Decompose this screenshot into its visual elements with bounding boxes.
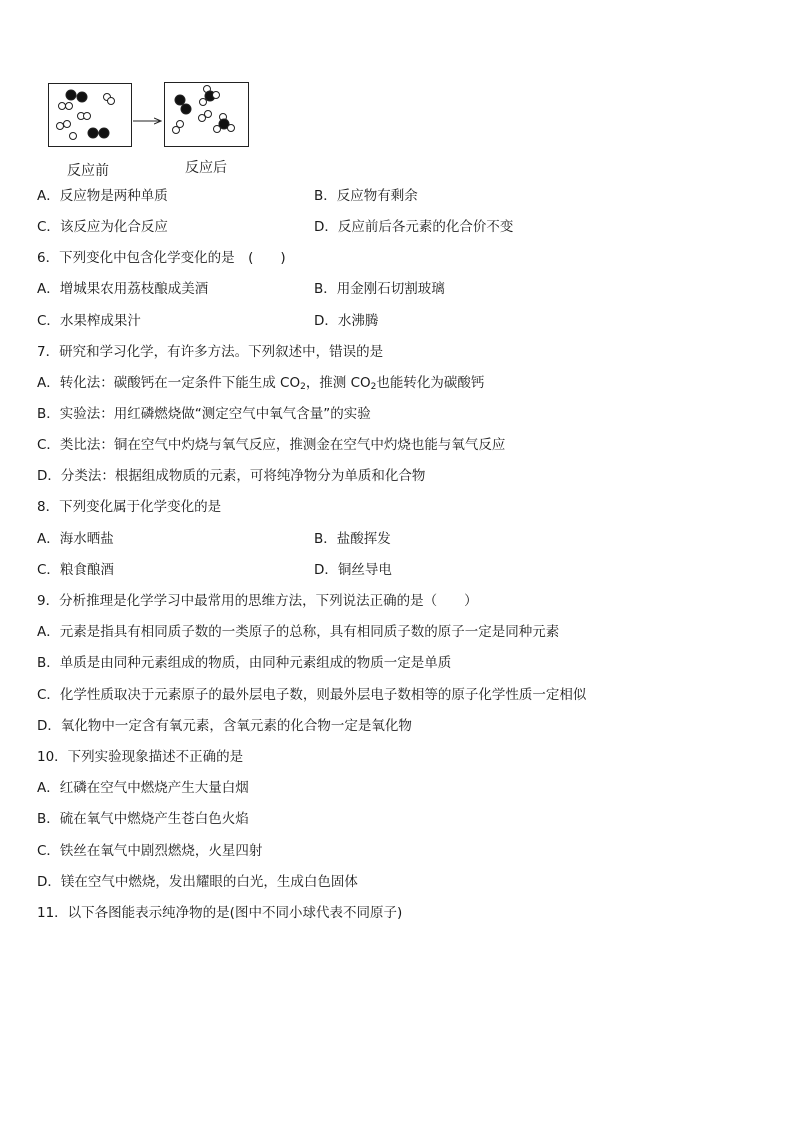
q7-option-a: A．转化法：碳酸钙在一定条件下能生成 $CO_2$，推测 $CO_2$也能转化为碳酸钙 (37, 375, 485, 392)
q6-stem: 6．下列变化中包含化学变化的是 ( ) (37, 250, 286, 266)
after-reaction-caption: 反应后 (185, 160, 227, 176)
q11-stem: 11．以下各图能表示纯净物的是(图中不同小球代表不同原子) (37, 905, 403, 921)
q6-option-b: B．用金刚石切割玻璃 (314, 281, 445, 297)
q10-option-a: A．红磷在空气中燃烧产生大量白烟 (37, 780, 249, 796)
q8-option-a: A．海水晒盐 (37, 531, 114, 547)
q5-option-a: A．反应物是两种单质 (37, 188, 168, 204)
q9-option-a: A．元素是指具有相同质子数的一类原子的总称，具有相同质子数的原子一定是同种元素 (37, 624, 560, 640)
q6-option-c: C．水果榨成果汁 (37, 313, 141, 329)
q8-stem: 8．下列变化属于化学变化的是 (37, 499, 222, 515)
q7-option-b: B．实验法：用红磷燃烧做“测定空气中氧气含量”的实验 (37, 406, 371, 422)
q8-option-c: C．粮食酿酒 (37, 562, 114, 578)
q6-option-d: D．水沸腾 (314, 313, 379, 329)
q5-option-b: B．反应物有剩余 (314, 188, 418, 204)
q10-option-c: C．铁丝在氧气中剧烈燃烧，火星四射 (37, 843, 263, 859)
q9-option-c: C．化学性质取决于元素原子的最外层电子数，则最外层电子数相等的原子化学性质一定相似 (37, 687, 587, 703)
after-molecules (173, 86, 235, 134)
q8-option-d: D．铜丝导电 (314, 562, 392, 578)
q7-option-c: C．类比法：铜在空气中灼烧与氧气反应，推测金在空气中灼烧也能与氧气反应 (37, 437, 506, 453)
q7-stem: 7．研究和学习化学，有许多方法。下列叙述中，错误的是 (37, 344, 384, 360)
q9-stem: 9．分析推理是化学学习中最常用的思维方法，下列说法正确的是（ ） (37, 593, 478, 609)
q8-option-b: B．盐酸挥发 (314, 531, 391, 547)
q10-option-d: D．镁在空气中燃烧，发出耀眼的白光，生成白色固体 (37, 874, 358, 890)
q9-option-d: D．氧化物中一定含有氧元素，含氧元素的化合物一定是氧化物 (37, 718, 412, 734)
before-reaction-caption: 反应前 (67, 163, 109, 179)
q7-option-d: D．分类法：根据组成物质的元素，可将纯净物分为单质和化合物 (37, 468, 426, 484)
before-molecules (57, 90, 115, 140)
q6-option-a: A．增城果农用荔枝酿成美酒 (37, 281, 209, 297)
q9-option-b: B．单质是由同种元素组成的物质，由同种元素组成的物质一定是单质 (37, 655, 452, 671)
q5-option-c: C．该反应为化合反应 (37, 219, 168, 235)
reaction-molecule-diagram (0, 0, 794, 200)
q5-option-d: D．反应前后各元素的化合价不变 (314, 219, 514, 235)
q10-option-b: B．硫在氧气中燃烧产生苍白色火焰 (37, 811, 249, 827)
q10-stem: 10．下列实验现象描述不正确的是 (37, 749, 244, 765)
